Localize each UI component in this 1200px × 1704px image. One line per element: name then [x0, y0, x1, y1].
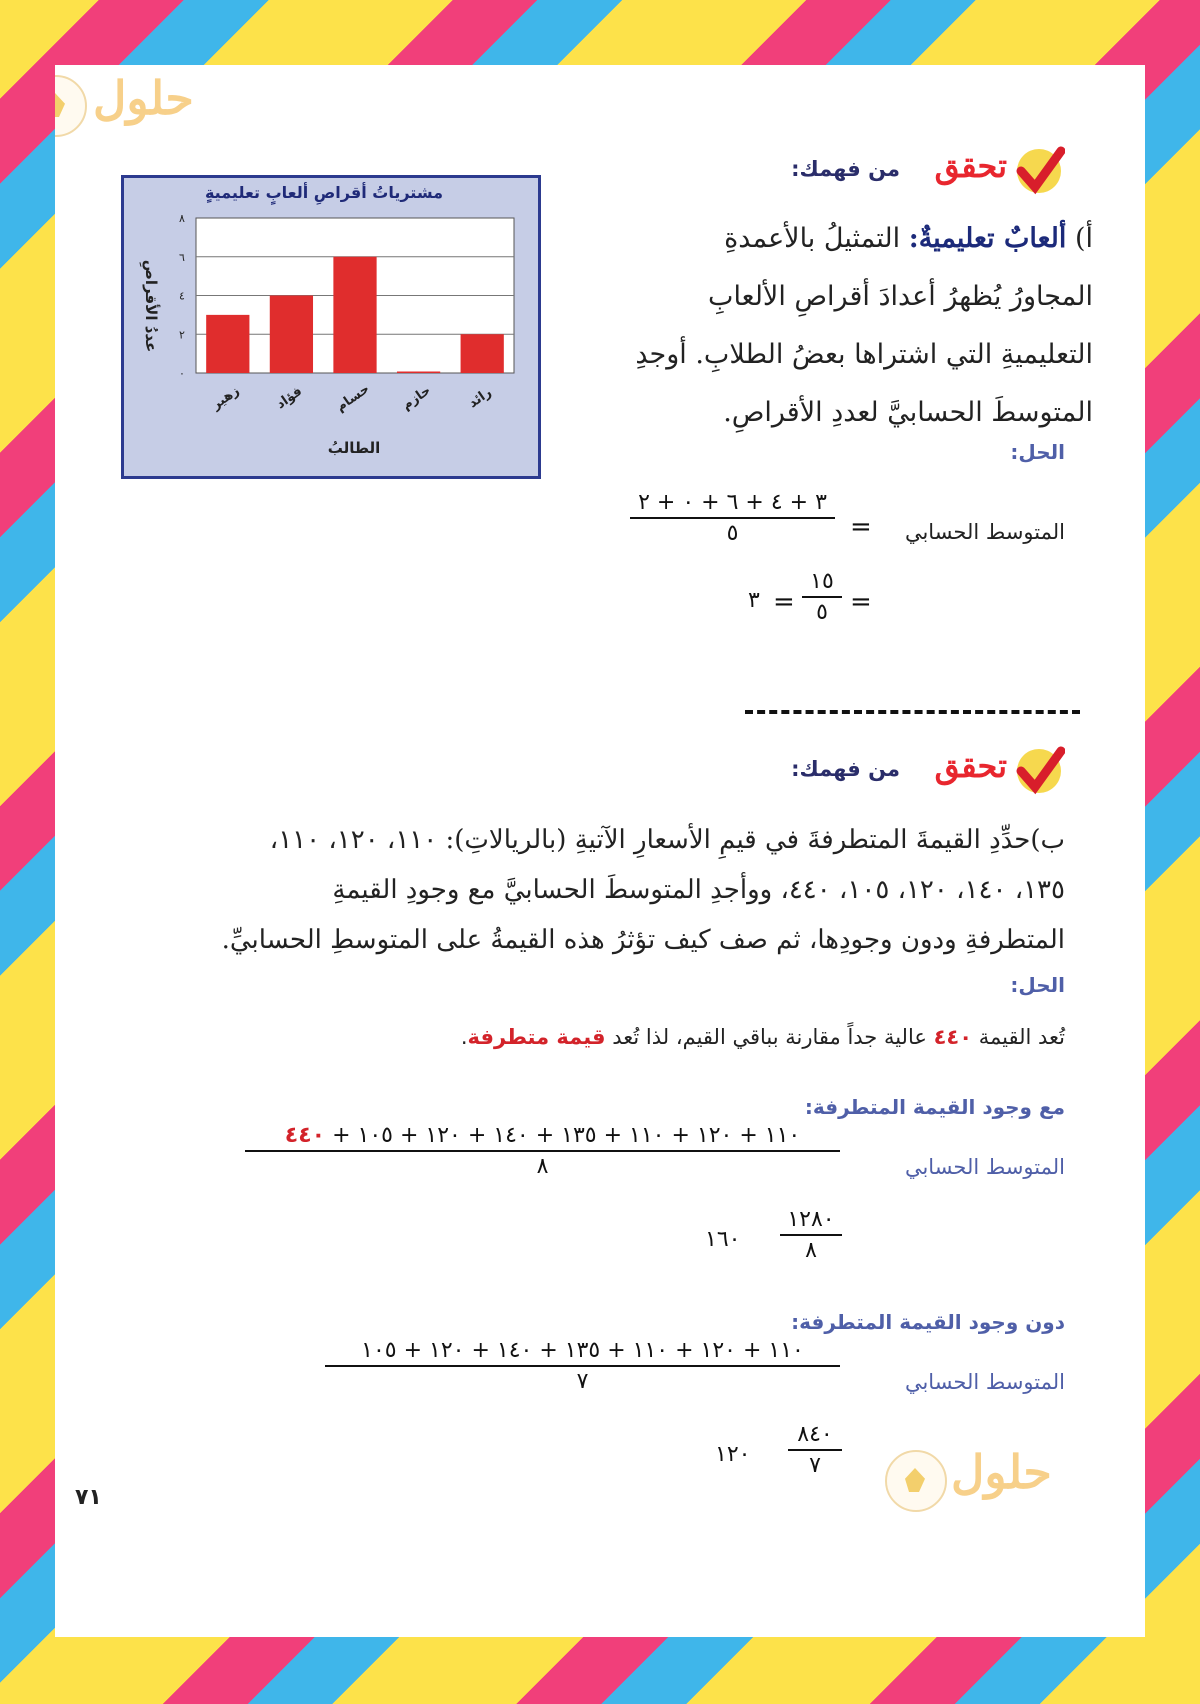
fraction-a: [630, 490, 835, 546]
fraction-bar: [630, 517, 835, 519]
checkmark-icon: [1013, 145, 1065, 197]
problem-a-line1: [623, 210, 1093, 268]
y-tick-label: ٤: [179, 289, 185, 303]
x-tick-label: حازم: [399, 383, 434, 414]
fraction-without: [325, 1338, 840, 1394]
result-with: ١٦٠: [705, 1227, 741, 1252]
bar-chart-svg: [124, 178, 538, 476]
logo-icon: [55, 75, 87, 137]
bar-1: [270, 296, 313, 374]
x-tick-label: حسام: [333, 381, 373, 415]
fraction-bar: [788, 1449, 842, 1451]
chart-title: مشترياتُ أقراصِ ألعابٍ تعليميةٍ: [204, 183, 444, 202]
logo-top: حلول: [93, 71, 194, 125]
outlier-term: قيمة متطرفة: [467, 1025, 606, 1049]
fraction-with2: [780, 1207, 842, 1263]
fraction-bar: [245, 1150, 840, 1152]
check-title: تحقق: [934, 147, 1007, 185]
mean-label-without: المتوسط الحسابي: [904, 1370, 1065, 1394]
outlier-statement-end: .: [460, 1025, 468, 1049]
logo-bottom: حلول: [951, 1445, 1052, 1499]
y-tick-label: ٠: [179, 367, 185, 380]
fraction-bar: [325, 1365, 840, 1367]
problem-a-heading: ألعابٌ تعليميةٌ:: [908, 223, 1067, 254]
logo-icon: [885, 1450, 947, 1512]
with-outlier-label: مع وجود القيمة المتطرفة:: [804, 1095, 1065, 1119]
equals-sign: =: [773, 587, 795, 617]
result-a: ٣: [748, 588, 760, 613]
check-subtitle: من فهمك:: [791, 157, 900, 181]
check-understanding-heading: [735, 745, 1065, 795]
fraction-a-numerator: ٣ + ٤ + ٦ + ٠ + ٢: [638, 490, 827, 515]
problem-a-line4: المتوسطَ الحسابيَّ لعددِ الأقراصِ.: [723, 397, 1093, 428]
fraction-without-denominator: ٧: [576, 1369, 589, 1394]
solution-b-label: الحل:: [1010, 973, 1065, 997]
fraction-a2: [802, 569, 842, 625]
without-outlier-label: دون وجود القيمة المتطرفة:: [791, 1310, 1065, 1334]
result-without: ١٢٠: [715, 1442, 751, 1467]
fraction-a2-numerator: ١٥: [810, 569, 834, 594]
fraction-with2-denominator: ٨: [805, 1238, 817, 1263]
fraction-without-numerator: ١١٠ + ١٢٠ + ١١٠ + ١٣٥ + ١٤٠ + ١٢٠ + ١٠٥: [361, 1338, 804, 1363]
y-axis-label: عددُ الأقراصِ: [142, 259, 160, 353]
equals-sign: =: [850, 512, 872, 542]
fraction-with2-numerator: ١٢٨٠: [787, 1207, 835, 1232]
bar-4: [461, 334, 504, 373]
fraction-bar: [780, 1234, 842, 1236]
problem-a-line3: التعليميةِ التي اشتراها بعضُ الطلابِ. أوجدِ: [635, 339, 1093, 370]
outlier-statement: [461, 1025, 1065, 1049]
problem-b-line2: ١٣٥، ١٤٠، ١٢٠، ١٠٥، ٤٤٠، ووأجدِ المتوسطَ الحسابيَّ مع وجودِ القيمةِ: [332, 875, 1065, 905]
problem-b-line3: المتطرفةِ ودون وجودِها، ثم صف كيف تؤثرُ هذه القيمةُ على المتوسطِ الحسابيِّ.: [221, 925, 1065, 955]
fraction-with-numerator-outlier: ٤٤٠: [284, 1123, 326, 1148]
fraction-a-denominator: ٥: [726, 521, 739, 546]
fraction-without2: [788, 1422, 842, 1478]
x-tick-label: زهير: [209, 383, 243, 413]
fraction-without2-denominator: ٧: [809, 1453, 821, 1478]
y-tick-label: ٢: [179, 328, 185, 342]
check-title: تحقق: [934, 747, 1007, 785]
fraction-with-numerator: [245, 1123, 840, 1148]
x-tick-label: فؤاد: [273, 384, 306, 413]
fraction-without2-numerator: ٨٤٠: [797, 1422, 833, 1447]
outlier-statement-middle: عالية جداً مقارنة بباقي القيم، لذا تُعد: [612, 1025, 927, 1049]
fraction-with: [245, 1123, 840, 1179]
bar-3: [397, 372, 440, 374]
fraction-with-numerator-main: ١١٠ + ١٢٠ + ١١٠ + ١٣٥ + ١٤٠ + ١٢٠ + ١٠٥ +: [332, 1123, 801, 1148]
fraction-a2-denominator: ٥: [816, 600, 828, 625]
problem-a: [623, 210, 1093, 442]
check-understanding-heading: [735, 145, 1065, 195]
equals-sign: =: [850, 587, 872, 617]
problem-a-marker: أ): [1074, 223, 1093, 254]
outlier-statement-before: تُعد القيمة: [978, 1025, 1065, 1049]
problem-b-line1: ب)حدِّدِ القيمةَ المتطرفةَ في قيمِ الأسعارِ الآتيةِ (بالريالاتِ): ١١٠، ١٢٠، ١١٠،: [269, 825, 1065, 855]
mean-label-a: المتوسط الحسابي: [904, 520, 1065, 544]
section-divider: [745, 710, 1080, 714]
bar-0: [206, 315, 249, 373]
fraction-bar: [802, 596, 842, 598]
check-subtitle: من فهمك:: [791, 757, 900, 781]
problem-b: [185, 815, 1065, 965]
y-tick-label: ٨: [179, 212, 185, 225]
page-number: ٧١: [75, 1485, 102, 1510]
outlier-value: ٤٤٠: [933, 1025, 973, 1049]
bar-2: [333, 257, 376, 373]
x-tick-label: رائد: [465, 385, 495, 412]
problem-a-line2: المجاورُ يُظهرُ أعدادَ أقراصِ الألعابِ: [708, 281, 1093, 312]
bar-chart: [121, 175, 541, 479]
problem-a-text1: التمثيلُ بالأعمدةِ: [724, 223, 901, 254]
mean-label-with: المتوسط الحسابي: [904, 1155, 1065, 1179]
x-axis-label: الطالبُ: [327, 439, 381, 457]
y-tick-label: ٦: [179, 250, 185, 264]
fraction-with-denominator: ٨: [536, 1154, 549, 1179]
checkmark-icon: [1013, 745, 1065, 797]
solution-a-label: الحل:: [1010, 440, 1065, 464]
textbook-page: [55, 65, 1145, 1637]
